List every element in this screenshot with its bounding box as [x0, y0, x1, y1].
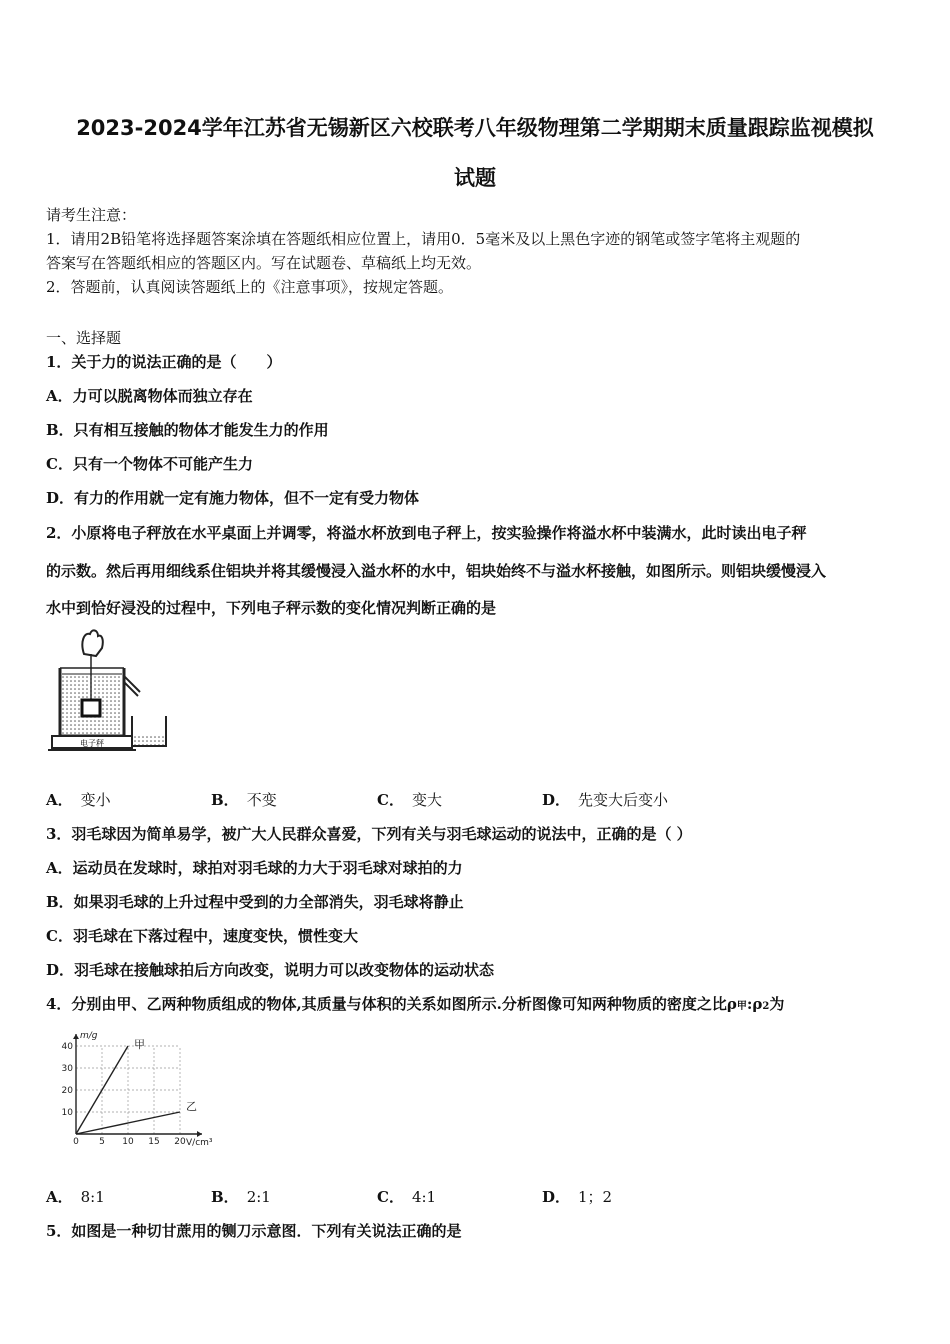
y-tick-label: 20 — [61, 1086, 73, 1096]
q1-option-b: B．只有相互接触的物体才能发生力的作用 — [46, 421, 329, 439]
y-tick-label: 30 — [61, 1064, 73, 1074]
q2-stem-line3: 水中到恰好浸没的过程中，下列电子秤示数的变化情况判断正确的是 — [46, 599, 497, 617]
notice-heading: 请考生注意： — [46, 206, 137, 224]
x-tick-label: 10 — [122, 1137, 134, 1147]
aluminum-block — [82, 700, 100, 716]
x-axis-arrow — [197, 1131, 202, 1137]
x-tick-label: 15 — [148, 1137, 160, 1147]
q2-option-a: A． 变小 — [46, 791, 111, 809]
q2-stem-line2: 的示数。然后再用细线系住铝块并将其缓慢浸入溢水杯的水中，铝块始终不与溢水杯接触，如图所示。则铝块缓慢浸入 — [46, 562, 827, 580]
y-axis-label: m/g — [80, 1031, 98, 1041]
q4-stem: 4．分别由甲、乙两种物质组成的物体,其质量与体积的关系如图所示.分析图像可知两种物质的密度之比ρ甲:ρ2为 — [46, 995, 785, 1013]
y-tick-label: 40 — [61, 1042, 73, 1052]
q2-overflow-cup-figure — [46, 628, 170, 754]
x-tick-label: 5 — [99, 1137, 105, 1147]
notice-item2: 2．答题前，认真阅读答题纸上的《注意事项》，按规定答题。 — [46, 278, 454, 296]
q4-option-b: B． 2:1 — [211, 1188, 271, 1206]
q4-option-c: C． 4:1 — [377, 1188, 437, 1206]
q2-stem-line1: 2．小原将电子秤放在水平桌面上并调零，将溢水杯放到电子秤上，按实验操作将溢水杯中装满水，此时读出电子秤 — [46, 524, 807, 542]
q3-option-c: C．羽毛球在下落过程中，速度变快，惯性变大 — [46, 927, 358, 945]
notice-item1-line1: 1．请用2B铅笔将选择题答案涂填在答题纸相应位置上，请用0．5毫米及以上黑色字迹的钢笔或签字笔将主观题的 — [46, 230, 801, 248]
notice-item1-line2: 答案写在答题纸相应的答题区内。写在试题卷、草稿纸上均无效。 — [46, 254, 482, 272]
q3-option-d: D．羽毛球在接触球拍后方向改变，说明力可以改变物体的运动状态 — [46, 961, 495, 979]
hand-icon — [82, 630, 102, 656]
series-line-yi — [76, 1112, 180, 1134]
doc-title-line1: 2023-2024学年江苏省无锡新区六校联考八年级物理第二学期期末质量跟踪监视模拟 — [76, 116, 874, 140]
q2-option-b: B． 不变 — [211, 791, 277, 809]
q5-stem: 5．如图是一种切甘蔗用的铡刀示意图．下列有关说法正确的是 — [46, 1222, 462, 1240]
section-heading: 一、选择题 — [46, 329, 122, 347]
q3-stem: 3．羽毛球因为简单易学，被广大人民群众喜爱，下列有关与羽毛球运动的说法中，正确的是（ ） — [46, 825, 692, 843]
q1-stem: 1．关于力的说法正确的是（ ） — [46, 353, 282, 371]
q3-option-b: B．如果羽毛球的上升过程中受到的力全部消失，羽毛球将静止 — [46, 893, 464, 911]
scale-label: 电子秤 — [80, 739, 104, 748]
series-label: 甲 — [134, 1038, 145, 1051]
q1-option-c: C．只有一个物体不可能产生力 — [46, 455, 253, 473]
y-axis-arrow — [73, 1034, 79, 1039]
q3-option-a: A．运动员在发球时，球拍对羽毛球的力大于羽毛球对球拍的力 — [46, 859, 463, 877]
q1-option-a: A．力可以脱离物体而独立存在 — [46, 387, 253, 405]
x-axis-label: V/cm³ — [186, 1138, 213, 1148]
x-tick-label: 20 — [174, 1137, 186, 1147]
x-tick-label: 0 — [73, 1137, 79, 1147]
q2-option-c: C． 变大 — [377, 791, 442, 809]
series-label: 乙 — [186, 1100, 197, 1113]
q4-mass-volume-chart — [46, 1028, 216, 1152]
q1-option-d: D．有力的作用就一定有施力物体，但不一定有受力物体 — [46, 489, 420, 507]
y-tick-label: 10 — [61, 1108, 73, 1118]
doc-title-line2: 试题 — [454, 166, 496, 190]
q2-option-d: D． 先变大后变小 — [542, 791, 669, 809]
q4-option-a: A． 8:1 — [46, 1188, 105, 1206]
q4-option-d: D． 1；2 — [542, 1188, 613, 1206]
